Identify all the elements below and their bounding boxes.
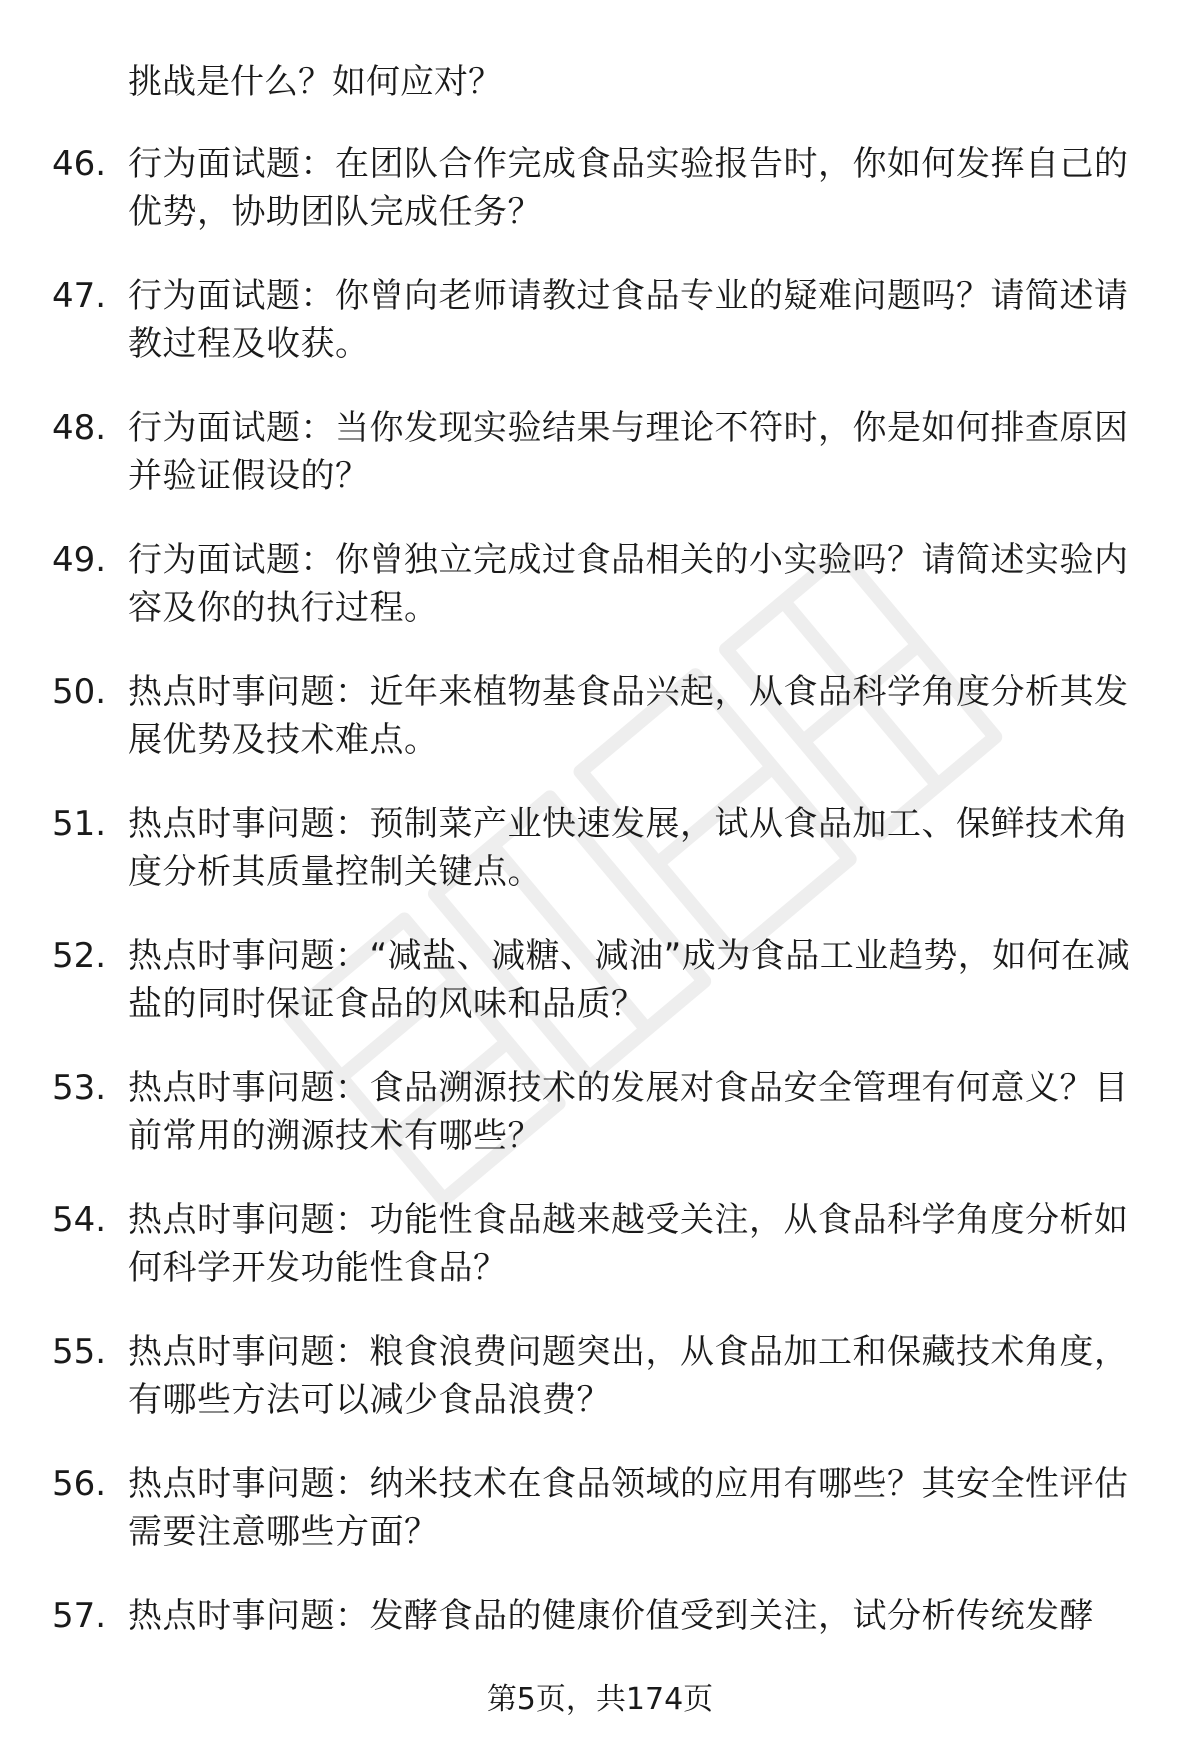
question-item [0,1328,1200,1460]
question-item [0,272,1200,404]
question-text: 热点时事问题：预制菜产业快速发展，试从食品加工、保鲜技术角度分析其质量控制关键点。 [128,804,1129,892]
question-number: 55. [52,1332,107,1372]
question-item [0,404,1200,536]
question-text: 热点时事问题：功能性食品越来越受关注，从食品科学角度分析如何科学开发功能性食品？ [128,1200,1129,1288]
page-footer: 第5页，共174页 [486,1682,714,1717]
question-item [0,800,1200,932]
question-text: 热点时事问题：粮食浪费问题突出，从食品加工和保藏技术角度，有哪些方法可以减少食品浪费？ [128,1332,1129,1420]
question-text: 行为面试题：你曾向老师请教过食品专业的疑难问题吗？请简述请教过程及收获。 [128,276,1129,364]
question-item [0,1064,1200,1196]
question-number: 48. [52,408,107,448]
question-number: 50. [52,672,107,712]
question-number: 49. [52,540,107,580]
question-number: 56. [52,1464,107,1504]
question-number: 51. [52,804,107,844]
question-number: 52. [52,936,107,976]
question-text: 热点时事问题：食品溯源技术的发展对食品安全管理有何意义？目前常用的溯源技术有哪些？ [128,1068,1129,1156]
question-number: 54. [52,1200,107,1240]
question-item [0,140,1200,272]
question-list [0,140,1200,1724]
question-item [0,1196,1200,1328]
continued-question-text: 挑战是什么？如何应对？ [128,62,502,102]
question-item [0,1460,1200,1592]
question-text: 热点时事问题：发酵食品的健康价值受到关注，试分析传统发酵 [128,1596,1094,1636]
question-number: 53. [52,1068,107,1108]
question-text: 行为面试题：当你发现实验结果与理论不符时，你是如何排查原因并验证假设的？ [128,408,1129,496]
question-item [0,668,1200,800]
question-text: 行为面试题：你曾独立完成过食品相关的小实验吗？请简述实验内容及你的执行过程。 [128,540,1129,628]
question-text: 热点时事问题：纳米技术在食品领域的应用有哪些？其安全性评估需要注意哪些方面？ [128,1464,1129,1552]
question-text: 热点时事问题：“减盐、减糖、减油”成为食品工业趋势，如何在减盐的同时保证食品的风味和品质？ [128,936,1131,1024]
question-number: 47. [52,276,107,316]
question-text: 行为面试题：在团队合作完成食品实验报告时，你如何发挥自己的优势，协助团队完成任务？ [128,144,1129,232]
question-item [0,932,1200,1064]
question-item [0,536,1200,668]
question-text: 热点时事问题：近年来植物基食品兴起，从食品科学角度分析其发展优势及技术难点。 [128,672,1129,760]
question-number: 57. [52,1596,107,1636]
question-number: 46. [52,144,107,184]
